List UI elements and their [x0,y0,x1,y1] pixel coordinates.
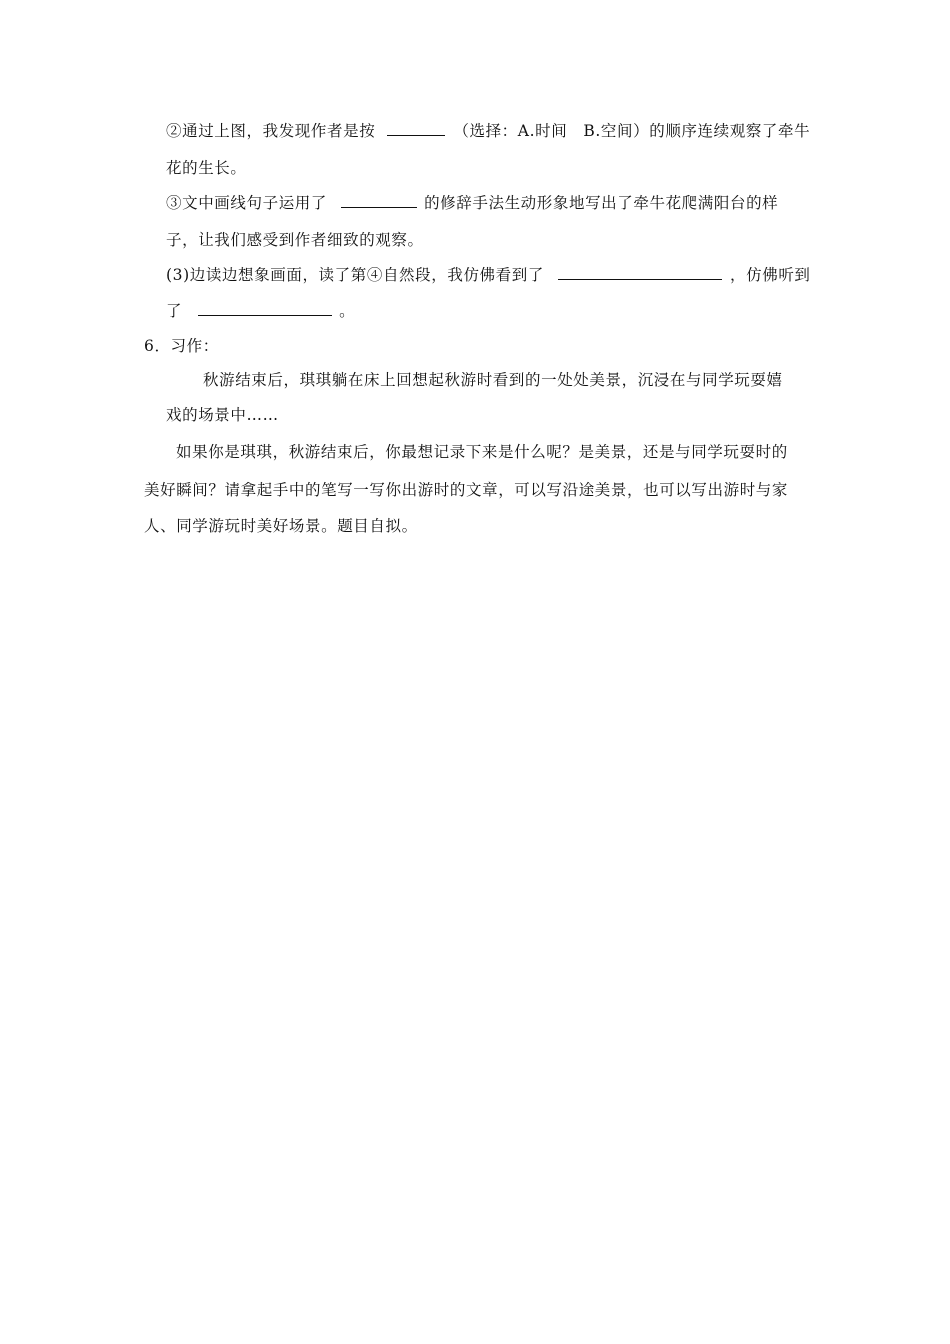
q5-item3-line1 [166,193,778,213]
q6-prompt-line2: 戏的场景中…… [166,406,279,424]
q5-part3-text-d: 。 [339,302,356,320]
q6-task-line3: 人、同学游玩时美好场景。题目自拟。 [144,517,418,535]
q5-part3-line1 [166,265,811,285]
answer-blank[interactable] [387,121,445,136]
q6-prompt-line1: 秋游结束后，琪琪躺在床上回想起秋游时看到的一处处美景，沉浸在与同学玩耍嬉 [203,371,783,389]
q5-item2-line1 [166,121,810,141]
q5-item2-text-b: （选择：A.时间 B.空间）的顺序连续观察了牵牛 [453,122,811,140]
q5-item3-line2: 子，让我们感受到作者细致的观察。 [166,231,424,249]
q5-part3-line2 [166,301,355,321]
q5-part3-text-b: ，仿佛听到 [730,266,811,284]
answer-blank[interactable] [341,193,417,208]
q5-item2-line2: 花的生长。 [166,159,247,177]
q6-task-line2: 美好瞬间？请拿起手中的笔写一写你出游时的文章，可以写沿途美景，也可以写出游时与家 [144,481,789,499]
answer-blank[interactable] [558,265,722,280]
q5-part3-text-a: (3)边读边想象画面，读了第④自然段，我仿佛看到了 [166,266,544,284]
q5-item2-text-a: ②通过上图，我发现作者是按 [166,122,376,140]
answer-blank[interactable] [198,301,332,316]
q5-item3-text-b: 的修辞手法生动形象地写出了牵牛花爬满阳台的样 [424,194,779,212]
q5-item3-text-a: ③文中画线句子运用了 [166,194,328,212]
q6-task-line1: 如果你是琪琪，秋游结束后，你最想记录下来是什么呢？是美景，还是与同学玩耍时的 [176,443,788,461]
q5-part3-text-c: 了 [166,302,183,320]
q6-heading: 6．习作： [144,337,219,355]
